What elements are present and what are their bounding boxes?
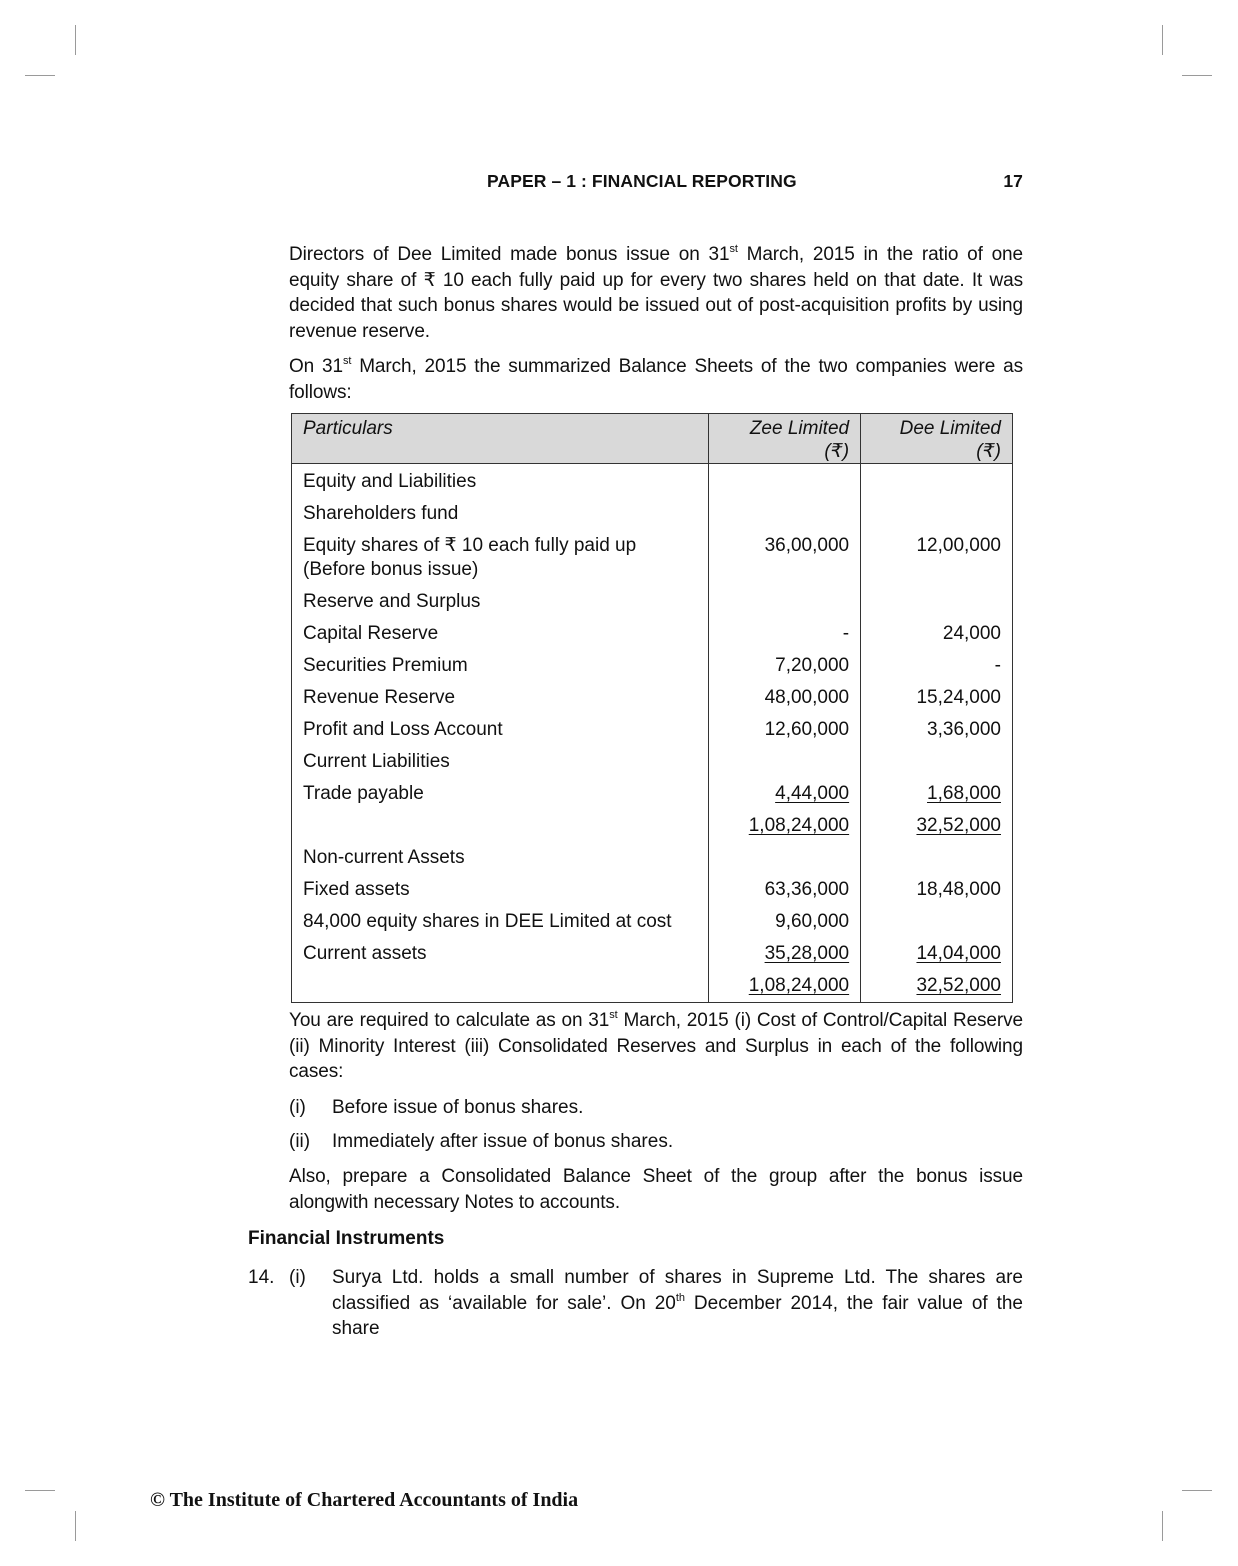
list-item-text: Immediately after issue of bonus shares. xyxy=(332,1131,674,1152)
crop-mark xyxy=(75,1511,76,1541)
requirement-paragraph: You are required to calculate as on 31st March, 2015 (i) Cost of Control/Capital Reserve (ii) Minority Interest (iii) Consolidated Reserves and Surplus in each of the following cases: xyxy=(289,1009,1023,1082)
row-label: Non-current Assets xyxy=(292,842,709,874)
table-row xyxy=(292,586,1013,618)
dee-value: 3,36,000 xyxy=(861,714,1013,746)
dee-value xyxy=(861,586,1013,618)
table-row xyxy=(292,714,1013,746)
list-item-label: (i) xyxy=(289,1097,306,1118)
table-row xyxy=(292,778,1013,810)
row-label: Shareholders fund xyxy=(292,498,709,530)
dee-value xyxy=(861,498,1013,530)
row-label xyxy=(292,970,709,1003)
page-header xyxy=(289,171,1023,193)
crop-mark xyxy=(1182,1490,1212,1491)
row-label: Current assets xyxy=(292,938,709,970)
zee-value: - xyxy=(709,618,861,650)
zee-value: 9,60,000 xyxy=(709,906,861,938)
table-row xyxy=(292,682,1013,714)
zee-value xyxy=(709,842,861,874)
table-row xyxy=(292,618,1013,650)
zee-value xyxy=(709,746,861,778)
dee-value: 24,000 xyxy=(861,618,1013,650)
table-row xyxy=(292,874,1013,906)
row-label: 84,000 equity shares in DEE Limited at cost xyxy=(292,906,709,938)
col-header-particulars: Particulars xyxy=(292,414,709,464)
section-heading: Financial Instruments xyxy=(248,1228,445,1249)
row-label: Fixed assets xyxy=(292,874,709,906)
table-row xyxy=(292,906,1013,938)
col-header-zee: Zee Limited (₹) xyxy=(709,414,861,464)
zee-value xyxy=(709,498,861,530)
footer-copyright: © The Institute of Chartered Accountants of India xyxy=(150,1489,579,1511)
dee-total: 32,52,000 xyxy=(916,975,1001,996)
zee-total: 1,08,24,000 xyxy=(748,975,850,996)
row-label: Revenue Reserve xyxy=(292,682,709,714)
zee-value: 7,20,000 xyxy=(709,650,861,682)
question-sub-label: (i) xyxy=(289,1267,306,1288)
table-row-total xyxy=(292,970,1013,1003)
table-row xyxy=(292,938,1013,970)
dee-value xyxy=(861,464,1013,499)
zee-total: 1,08,24,000 xyxy=(748,815,850,836)
crop-mark xyxy=(25,1490,55,1491)
question-text: Surya Ltd. holds a small number of shares in Supreme Ltd. The shares are classified as ‘available for sale’. On 20th December 2014, the fair value of the share xyxy=(332,1267,1024,1339)
zee-value xyxy=(709,586,861,618)
dee-value: 1,68,000 xyxy=(927,783,1001,804)
table-row xyxy=(292,650,1013,682)
zee-value: 4,44,000 xyxy=(775,783,850,804)
row-label: Trade payable xyxy=(292,778,709,810)
dee-value: - xyxy=(861,650,1013,682)
dee-value xyxy=(861,842,1013,874)
question-number: 14. xyxy=(248,1267,275,1288)
crop-mark xyxy=(25,75,55,76)
intro-paragraph-1: Directors of Dee Limited made bonus issue on 31st March, 2015 in the ratio of one equity share of ₹ 10 each fully paid up for every two shares held on that date. It was decided that such bonus shares would be issued out of post-acquisition profits by using revenue reserve. xyxy=(289,243,1023,342)
zee-value: 36,00,000 xyxy=(709,530,861,586)
crop-mark xyxy=(75,25,76,55)
zee-value xyxy=(709,464,861,499)
table-row xyxy=(292,842,1013,874)
prepare-paragraph: Also, prepare a Consolidated Balance Sheet of the group after the bonus issue alongwith necessary Notes to accounts. xyxy=(289,1166,1023,1213)
col-header-dee: Dee Limited (₹) xyxy=(861,414,1013,464)
dee-value: 14,04,000 xyxy=(916,943,1001,964)
table-header-row xyxy=(292,414,1013,464)
dee-value xyxy=(861,906,1013,938)
table-row xyxy=(292,464,1013,499)
table-row-total xyxy=(292,810,1013,842)
zee-value: 48,00,000 xyxy=(709,682,861,714)
table-row xyxy=(292,498,1013,530)
crop-mark xyxy=(1182,75,1212,76)
dee-value: 15,24,000 xyxy=(861,682,1013,714)
table-row xyxy=(292,530,1013,586)
row-label xyxy=(292,810,709,842)
dee-total: 32,52,000 xyxy=(916,815,1001,836)
table-row xyxy=(292,746,1013,778)
list-item-label: (ii) xyxy=(289,1131,311,1152)
list-item-text: Before issue of bonus shares. xyxy=(332,1097,584,1118)
crop-mark xyxy=(1162,25,1163,55)
row-label: Equity and Liabilities xyxy=(292,464,709,499)
paper-title: PAPER – 1 : FINANCIAL REPORTING xyxy=(487,171,797,191)
row-label: Profit and Loss Account xyxy=(292,714,709,746)
row-label: Equity shares of ₹ 10 each fully paid up (Before bonus issue) xyxy=(292,530,709,586)
row-label: Capital Reserve xyxy=(292,618,709,650)
dee-value: 12,00,000 xyxy=(861,530,1013,586)
zee-value: 63,36,000 xyxy=(709,874,861,906)
intro-paragraph-2: On 31st March, 2015 the summarized Balance Sheets of the two companies were as follows: xyxy=(289,355,1023,403)
row-label: Reserve and Surplus xyxy=(292,586,709,618)
row-label: Securities Premium xyxy=(292,650,709,682)
dee-value xyxy=(861,746,1013,778)
dee-value: 18,48,000 xyxy=(861,874,1013,906)
balance-sheet-table xyxy=(291,413,1013,1003)
zee-value: 35,28,000 xyxy=(764,943,850,964)
crop-mark xyxy=(1162,1511,1163,1541)
zee-value: 12,60,000 xyxy=(709,714,861,746)
row-label: Current Liabilities xyxy=(292,746,709,778)
page-number: 17 xyxy=(1003,171,1023,191)
